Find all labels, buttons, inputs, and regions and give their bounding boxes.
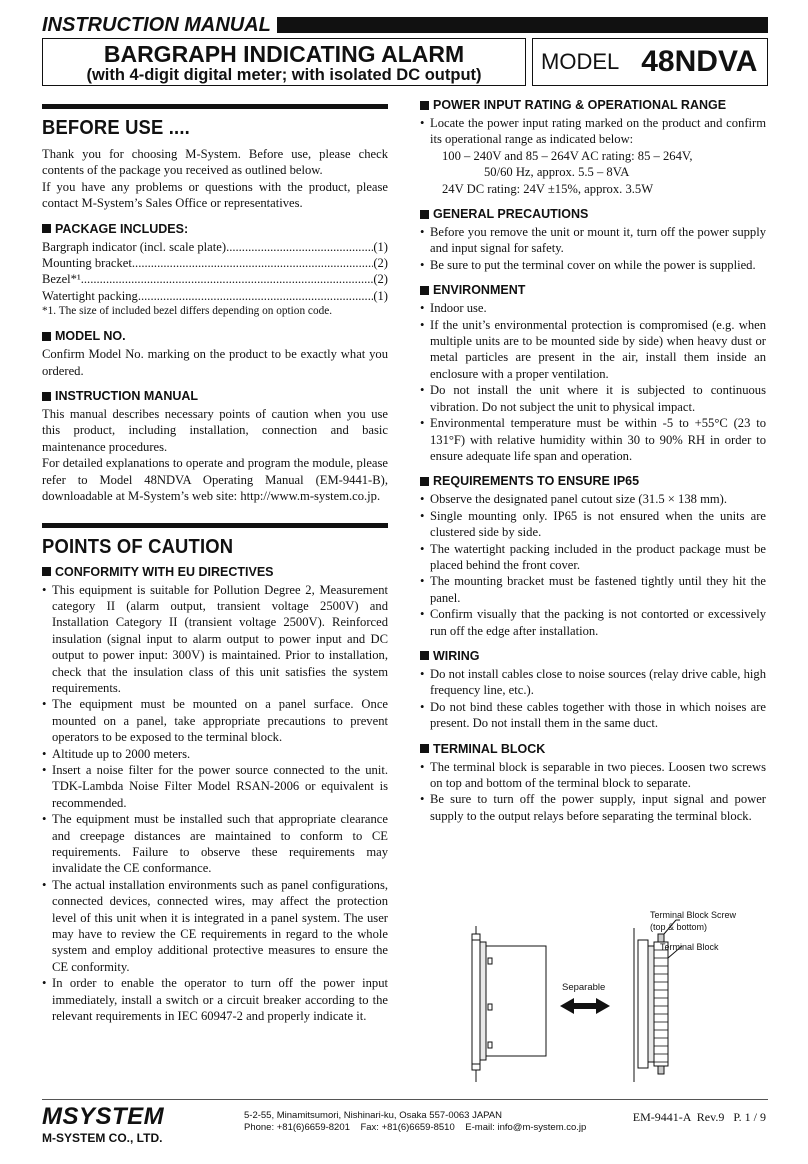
model-label: MODEL <box>541 49 620 74</box>
list-item: • Before you remove the unit or mount it, turn off the power supply and input signal for safety. <box>420 224 766 257</box>
instruction-manual-text1: This manual describes necessary points of caution when you use this product, including installation, connection and basic maintenance procedures. <box>42 407 388 454</box>
model-no-text: Confirm Model No. marking on the product to be exactly what you ordered. <box>42 347 388 378</box>
points-of-caution-heading: POINTS OF CAUTION <box>42 535 234 558</box>
square-bullet-icon <box>42 224 51 233</box>
contact-line: Phone: +81(6)6659-8201 Fax: +81(6)6659-8510 E-mail: info@m-system.co.jp <box>244 1122 587 1133</box>
list-item: • Single mounting only. IP65 is not ensured when the units are clustered side by side. <box>420 508 766 541</box>
package-item: Bezel*¹ ..... (2) <box>42 271 388 287</box>
package-heading: PACKAGE INCLUDES: <box>42 222 388 236</box>
package-item: Bargraph indicator (incl. scale plate) ..... (1) <box>42 239 388 255</box>
list-item: • Be sure to turn off the power supply, input signal and power supply to the output relays before separating the terminal block. <box>420 791 766 824</box>
separable-label: Separable <box>562 982 606 993</box>
banner-bar <box>277 17 768 33</box>
model-box <box>532 38 768 86</box>
before-use-intro2: If you have any problems or questions with the product, please contact M-System’s Sales Office or representatives. <box>42 179 388 211</box>
company-name: M-SYSTEM CO., LTD. <box>42 1131 163 1145</box>
ip65-heading: REQUIREMENTS TO ENSURE IP65 <box>420 474 766 488</box>
list-item: • Indoor use. <box>420 300 766 316</box>
company-logo <box>42 1104 164 1146</box>
unit-side-view <box>472 926 546 1082</box>
company-address <box>244 1110 586 1134</box>
terminal-screw-label: Terminal Block Screw <box>650 910 737 920</box>
package-item: Mounting bracket ..... (2) <box>42 255 388 271</box>
list-item: • The terminal block is separable in two pieces. Loosen two screws on top and bottom of the terminal block to separate. <box>420 759 766 792</box>
square-bullet-icon <box>420 210 429 219</box>
square-bullet-icon <box>420 477 429 486</box>
wiring-list <box>420 666 766 732</box>
address-line: 5-2-55, Minamitsumori, Nishinari-ku, Osaka 557-0063 JAPAN <box>244 1110 503 1121</box>
list-item: • If the unit’s environmental protection is compromised (e.g. when multiple units are to be mounted side by side) when heavy dust or metal particles are present in the air, install them inside an enclosure with a proper ventilation. <box>420 317 766 383</box>
list-item: • Confirm visually that the packing is not contorted or excessively run off the edge after installation. <box>420 606 766 639</box>
wiring-heading: WIRING <box>420 649 766 663</box>
list-item: • The equipment must be installed such that appropriate clearance and creepage distances are maintained to conform to CE requirements. Failure to observe these requirements may invalidate the CE conformance. <box>42 811 388 877</box>
title-box <box>42 38 526 86</box>
list-item: • Do not install the unit where it is subjected to continuous vibration. Do not subject the unit to physical impact. <box>420 382 766 415</box>
rating-line: 50/60 Hz, approx. 5.5 – 8VA <box>484 165 630 180</box>
rating-line: 24V DC rating: 24V ±15%, approx. 3.5W <box>442 181 654 196</box>
before-use-heading: BEFORE USE .... <box>42 117 190 139</box>
ip65-list <box>420 491 766 639</box>
square-bullet-icon <box>42 332 51 341</box>
list-item: • Be sure to put the terminal cover on while the power is supplied. <box>420 257 766 273</box>
logo-text: MSYSTEM <box>42 1103 165 1130</box>
list-item: • This equipment is suitable for Pollution Degree 2, Measurement category II (alarm output, transient voltage 2500V) and Installation Category II (transient voltage 2500V). Reinforced insulation (signal input to alarm output to power input and DC output to power input: 300V) is maintained. Prior to installation, check that the insulation class of this unit satisfies the system requirements. <box>42 582 388 697</box>
square-bullet-icon <box>42 392 51 401</box>
list-item: • Do not install cables close to noise sources (relay drive cable, high frequency line, etc.). <box>420 666 766 699</box>
terminal-screw-sub-label: (top & bottom) <box>650 922 708 932</box>
environment-list <box>420 300 766 464</box>
list-item: • The actual installation environments such as panel configurations, connected devices, connected wires, may affect the protection level of this unit when it is integrated in a panel system. The user may have to review the CE requirements in regard to the whole system and employ additional protective measures to ensure the CE conformity. <box>42 877 388 975</box>
instruction-manual-heading: INSTRUCTION MANUAL <box>42 389 388 403</box>
terminal-block-diagram <box>468 906 768 1086</box>
footer-divider <box>42 1099 768 1100</box>
eu-directives-list <box>42 582 388 1025</box>
list-item: • Observe the designated panel cutout size (31.5 × 138 mm). <box>420 491 766 507</box>
square-bullet-icon <box>420 101 429 110</box>
list-item: • The mounting bracket must be fastened tightly until they hit the panel. <box>420 573 766 606</box>
eu-directives-heading: CONFORMITY WITH EU DIRECTIVES <box>42 565 388 579</box>
package-item: Watertight packing ..... (1) <box>42 288 388 304</box>
terminal-block-label: Terminal Block <box>660 942 719 952</box>
square-bullet-icon <box>420 744 429 753</box>
list-item: • The watertight packing included in the product package must be placed behind the front cover. <box>420 541 766 574</box>
list-item: • Insert a noise filter for the power source connected to the unit. TDK-Lambda Noise Filter Model RSAN-2006 or equivalent is recommended. <box>42 762 388 811</box>
list-item: • Environmental temperature must be within -5 to +55°C (23 to 131°F) with relative humidity within 30 to 90% RH in order to ensure adequate life span and operation. <box>420 415 766 464</box>
list-item: • Locate the power input rating marked on the product and confirm its operational range as indicated below: <box>420 115 766 148</box>
square-bullet-icon <box>420 286 429 295</box>
terminal-block-list <box>420 759 766 825</box>
power-input-list <box>420 115 766 148</box>
power-input-heading: POWER INPUT RATING & OPERATIONAL RANGE <box>420 98 766 112</box>
section-bar <box>42 523 388 528</box>
rating-line: 100 – 240V and 85 – 264V AC rating: 85 – 264V, <box>442 148 693 163</box>
separable-arrow-icon <box>560 998 610 1014</box>
model-no-heading: MODEL NO. <box>42 329 388 343</box>
terminal-block-heading: TERMINAL BLOCK <box>420 742 766 756</box>
general-precautions-list <box>420 224 766 273</box>
package-note: *1. The size of included bezel differs depending on option code. <box>42 305 333 318</box>
model-number: 48NDVA <box>641 45 758 78</box>
list-item: • The equipment must be mounted on a panel surface. Once mounted on a panel, take appropriate precautions to prevent operators to be exposed to the terminal block. <box>42 696 388 745</box>
environment-heading: ENVIRONMENT <box>420 283 766 297</box>
before-use-intro: Thank you for choosing M-System. Before use, please check contents of the package you received as outlined below. <box>42 147 388 178</box>
left-column <box>42 96 388 1024</box>
general-precautions-heading: GENERAL PRECAUTIONS <box>420 207 766 221</box>
page-subtitle: (with 4-digit digital meter; with isolated DC output) <box>86 66 482 84</box>
square-bullet-icon <box>42 567 51 576</box>
document-page-info: EM-9441-A Rev.9 P. 1 / 9 <box>632 1110 766 1124</box>
list-item: • In order to enable the operator to turn off the power input immediately, install a switch or a circuit breaker according to the relevant requirements in IEC 60947-2 and properly indicate it. <box>42 975 388 1024</box>
list-item: • Do not bind these cables together with those in which noises are present. Do not install them in the same duct. <box>420 699 766 732</box>
list-item: • Altitude up to 2000 meters. <box>42 746 388 762</box>
instruction-manual-text2: For detailed explanations to operate and program the module, please refer to Model 48NDVA Operating Manual (EM-9441-B), downloadable at M-System’s web site: http://www.m-system.co.jp. <box>42 456 388 504</box>
manual-label: INSTRUCTION MANUAL <box>42 13 271 36</box>
square-bullet-icon <box>420 651 429 660</box>
right-column <box>420 92 766 824</box>
page-title: BARGRAPH INDICATING ALARM <box>103 41 465 67</box>
instruction-manual-banner <box>42 14 768 36</box>
section-bar <box>42 104 388 109</box>
